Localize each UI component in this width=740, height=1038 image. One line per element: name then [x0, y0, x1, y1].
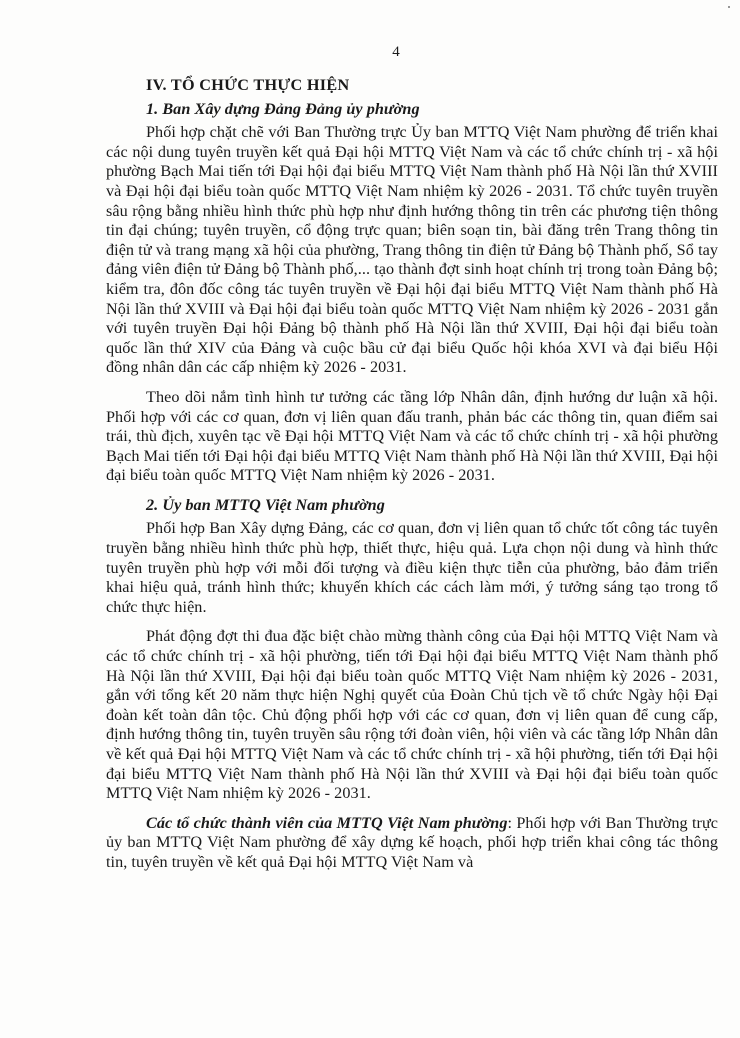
paragraph: Phối hợp Ban Xây dựng Đảng, các cơ quan, đơn vị liên quan tổ chức tốt công tác tuyên truyền bằng nhiều hình thức phù hợp, thiết thực, hiệu quả. Lựa chọn nội dung và hình thức tuyên truyền phù hợp với mỗi đối tượng và điều kiện thực tiễn của phường, bảo đảm triển khai hiệu quả, tránh hình thức; khuyến khích các cách làm mới, ý tưởng sáng tạo trong tổ chức thực hiện.	[106, 519, 718, 616]
paragraph: Theo dõi nắm tình hình tư tưởng các tầng lớp Nhân dân, định hướng dư luận xã hội. Phối hợp với các cơ quan, đơn vị liên quan đấu tranh, phản bác các thông tin, quan điểm sai trái, thù địch, xuyên tạc về Đại hội MTTQ Việt Nam và các tổ chức chính trị - xã hội phường Bạch Mai tiến tới Đại hội đại biểu MTTQ Việt Nam thành phố Hà Nội lần thứ XVIII, Đại hội đại biểu toàn quốc MTTQ Việt Nam nhiệm kỳ 2026 - 2031.	[106, 387, 718, 485]
subsection-heading-1: 1. Ban Xây dựng Đảng Đảng ủy phường	[146, 99, 420, 118]
page-number: 4	[392, 44, 400, 60]
members-text: : Phối hợp với Ban Thường trực ủy ban MTTQ Việt Nam phường để xây dựng kế hoạch, phối hợp triển khai công tác thông tin, tuyên truyền về kết quả Đại hội MTTQ Việt Nam và	[106, 813, 719, 871]
subsection-heading-2: 2. Ủy ban MTTQ Việt Nam phường	[146, 495, 385, 514]
section-heading: IV. TỔ CHỨC THỰC HIỆN	[146, 76, 350, 94]
scan-mark	[728, 6, 730, 8]
paragraph: Phát động đợt thi đua đặc biệt chào mừng thành công của Đại hội MTTQ Việt Nam và các tổ chức chính trị - xã hội phường, tiến tới Đại hội đại biểu MTTQ Việt Nam thành phố Hà Nội lần thứ XVIII, Đại hội đại biểu toàn quốc MTTQ Việt Nam nhiệm kỳ 2026 - 2031, gắn với tổng kết 20 năm thực hiện Nghị quyết của Đoàn Chủ tịch về tổ chức Ngày hội Đại đoàn kết toàn dân tộc. Chủ động phối hợp với các cơ quan, đơn vị liên quan để cung cấp, định hướng thông tin, tuyên truyền sâu rộng tới đoàn viên, hội viên và các tầng lớp Nhân dân về kết quả Đại hội MTTQ Việt Nam và các tổ chức chính trị - xã hội phường, tiến tới Đại hội đại biểu MTTQ Việt Nam thành phố Hà Nội lần thứ XVIII và Đại hội đại biểu toàn quốc MTTQ Việt Nam nhiệm kỳ 2026 - 2031.	[106, 627, 718, 803]
paragraph: Phối hợp chặt chẽ với Ban Thường trực Ủy ban MTTQ Việt Nam phường để triển khai các nội dung tuyên truyền kết quả Đại hội MTTQ Việt Nam và các tổ chức chính trị - xã hội phường Bạch Mai tiến tới Đại hội đại biểu MTTQ Việt Nam thành phố Hà Nội lần thứ XVIII và Đại hội đại biểu toàn quốc MTTQ Việt Nam nhiệm kỳ 2026 - 2031. Tổ chức tuyên truyền sâu rộng bằng nhiều hình thức phù hợp như định hướng thông tin trên các phương tiện thông tin đại chúng; tuyên truyền, cổ động trực quan; biên soạn tin, bài đăng trên Trang thông tin điện tử và trang mạng xã hội của phường, Trang thông tin điện tử Đảng bộ Thành phố, Sổ tay đảng viên điện tử Đảng bộ Thành phố,... tạo thành đợt sinh hoạt chính trị trong toàn Đảng bộ; kiểm tra, đôn đốc công tác tuyên truyền về Đại hội đại biểu MTTQ Việt Nam thành phố Hà Nội lần thứ XVIII và Đại hội đại biểu toàn quốc MTTQ Việt Nam nhiệm kỳ 2026 - 2031 gắn với tuyên truyền Đại hội Đảng bộ thành phố Hà Nội lần thứ XVIII, Đại hội đại biểu toàn quốc lần thứ XIV của Đảng và cuộc bầu cử đại biểu Quốc hội khóa XVI và đại biểu Hội đồng nhân dân các cấp nhiệm kỳ 2026 - 2031.	[106, 123, 718, 377]
members-lead: Các tổ chức thành viên của MTTQ Việt Nam phường	[146, 813, 508, 832]
paragraph-members	[106, 814, 718, 873]
document-body	[106, 76, 718, 873]
